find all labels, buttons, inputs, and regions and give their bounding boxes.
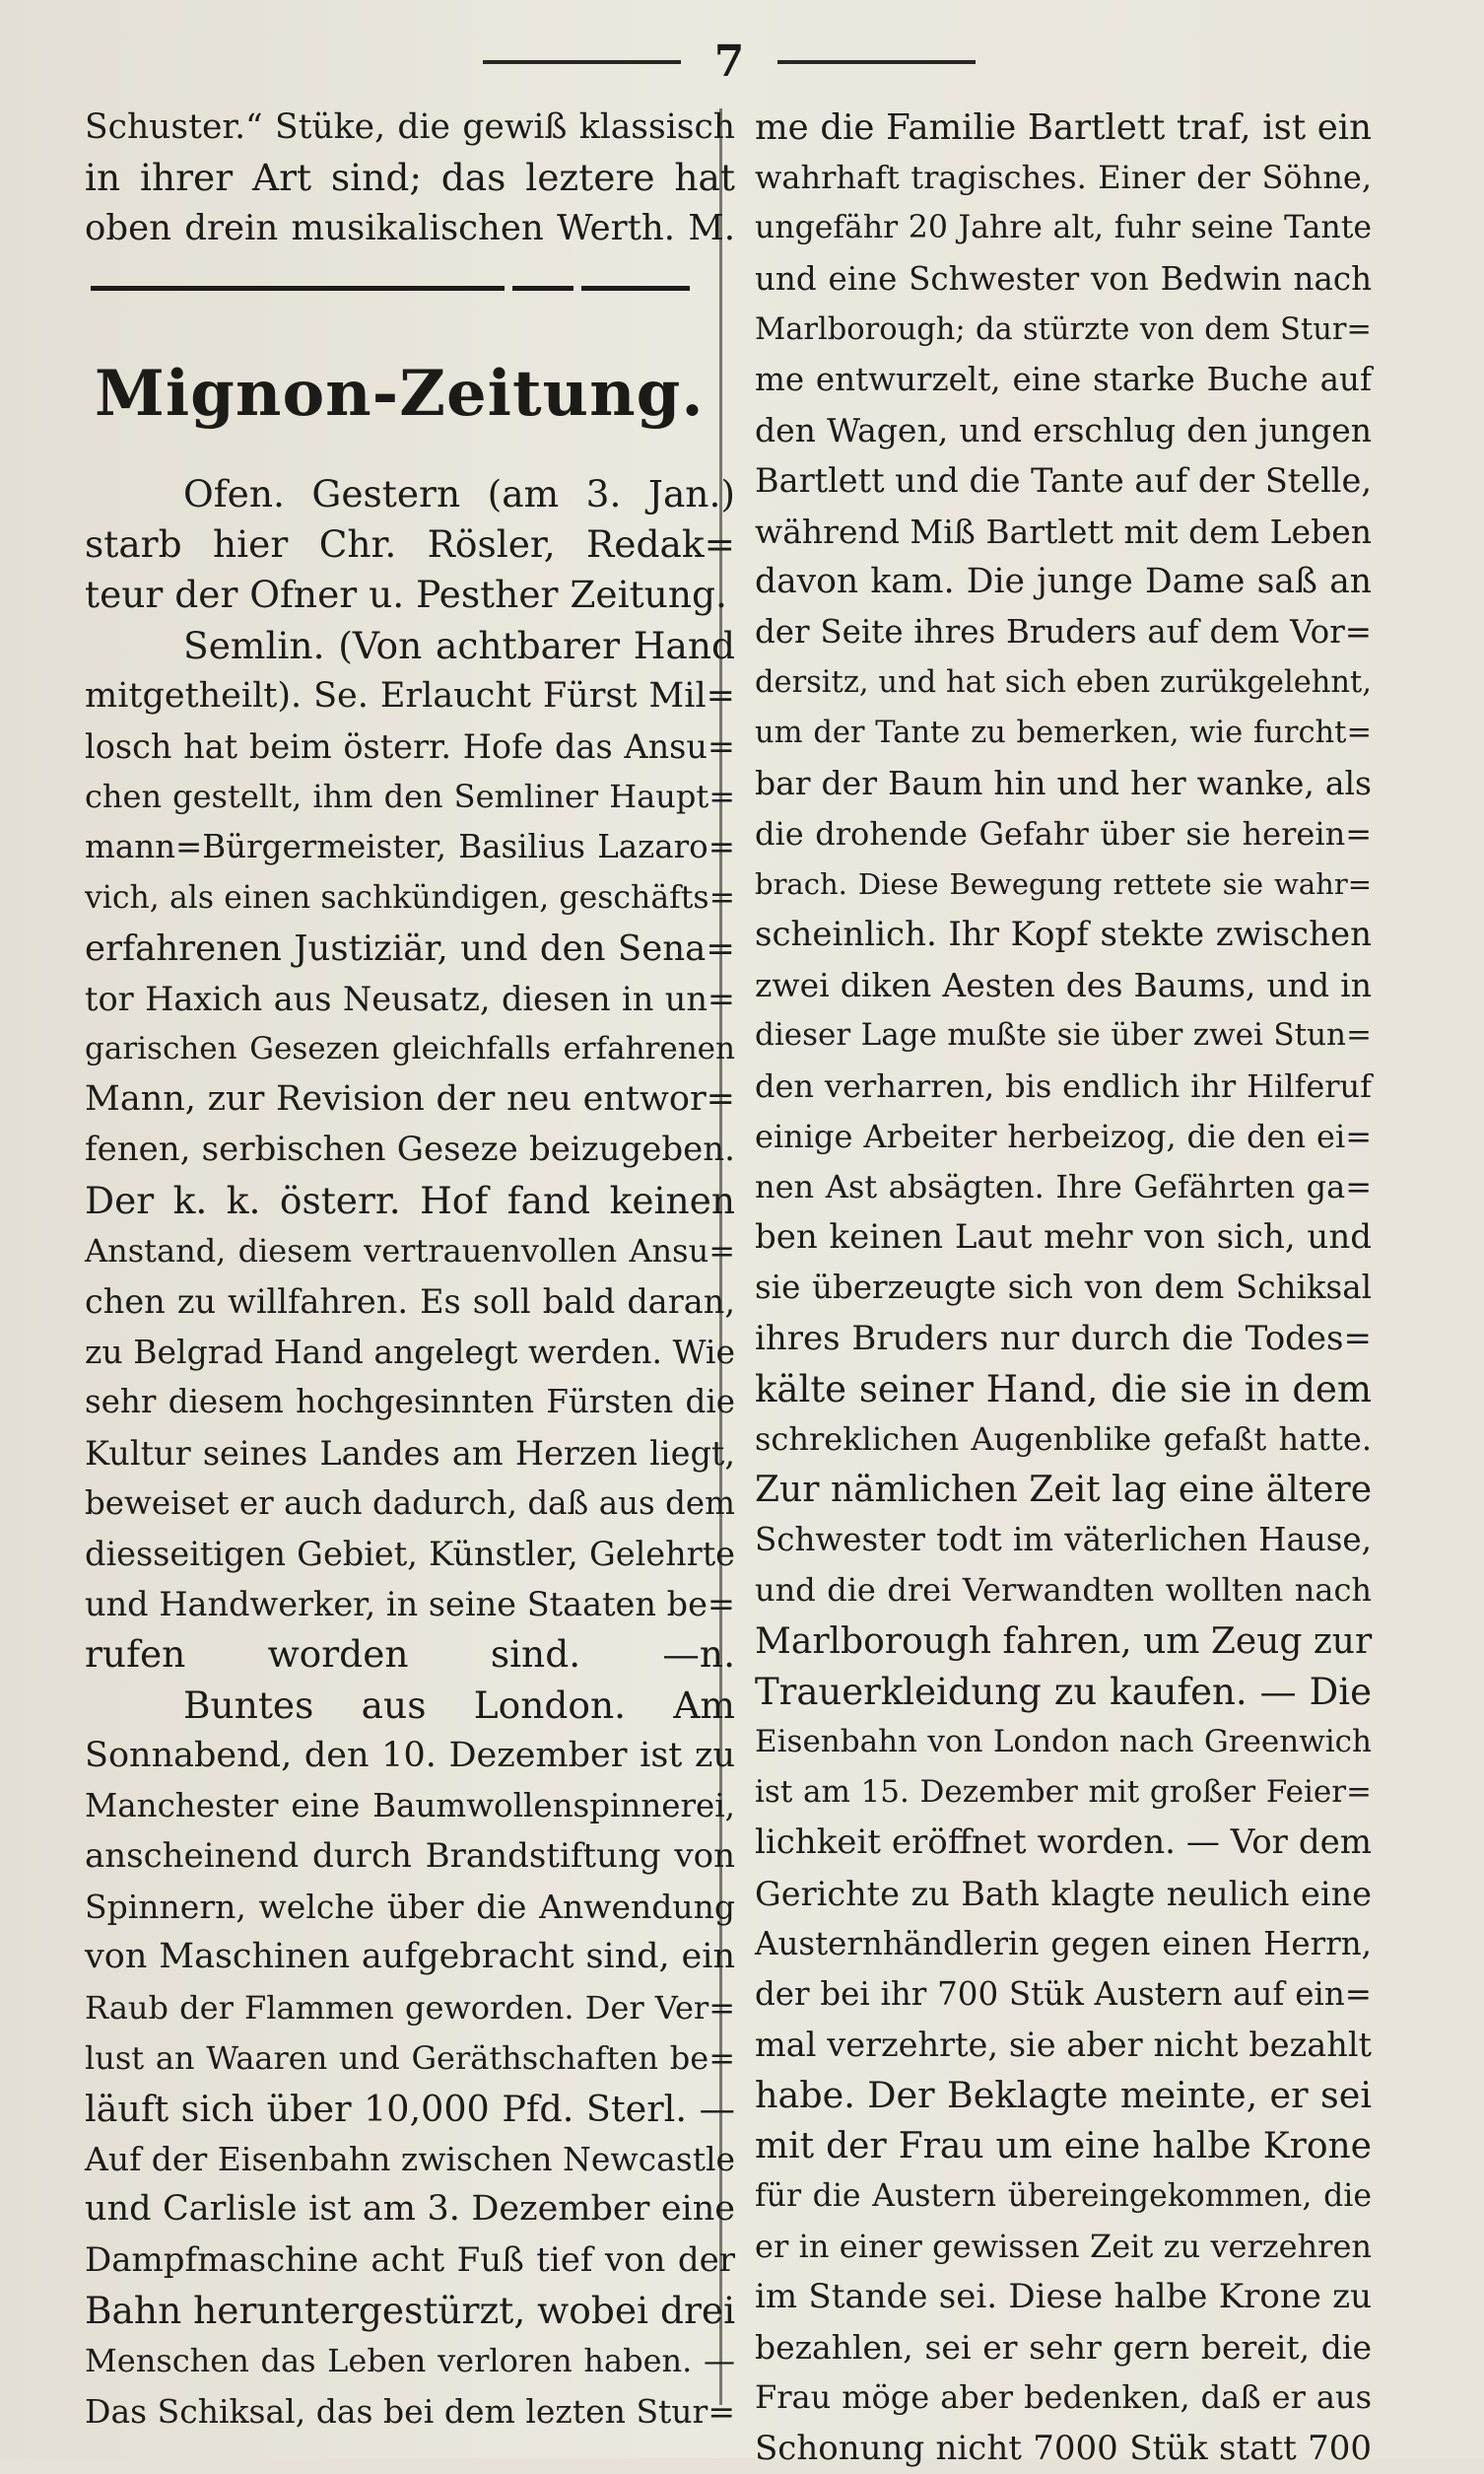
text-line: zwei diken Aesten des Baums, und in xyxy=(755,966,1372,1005)
text-line: Raub der Flammen geworden. Der Ver= xyxy=(85,1988,735,2027)
text-line: Dampfmaschine acht Fuß tief von der xyxy=(85,2239,735,2280)
text-line: sehr diesem hochgesinnten Fürsten die xyxy=(85,1383,735,1421)
text-line: schreklichen Augenblike gefaßt hatte. xyxy=(755,1419,1372,1458)
page-number: 7 xyxy=(713,36,745,87)
text-line: oben drein musikalischen Werth. M. xyxy=(85,208,735,249)
text-line: scheinlich. Ihr Kopf stekte zwischen xyxy=(755,915,1372,954)
text-line: Ofen. Gestern (am 3. Jan.) xyxy=(183,472,735,515)
text-line: in ihrer Art sind; das leztere hat xyxy=(85,156,735,200)
text-line: kälte seiner Hand, die sie in dem xyxy=(755,1367,1372,1410)
text-line: Marlborough fahren, um Zeug zur xyxy=(755,1620,1373,1662)
text-line: die drohende Gefahr über sie herein= xyxy=(755,814,1372,853)
text-line: anscheinend durch Brandstiftung von xyxy=(85,1836,735,1877)
text-line: ist am 15. Dezember mit großer Feier= xyxy=(755,1774,1372,1811)
text-line: Austernhändlerin gegen einen Herrn, xyxy=(755,1924,1372,1962)
text-line: bar der Baum hin und her wanke, als xyxy=(755,764,1372,803)
text-line: um der Tante zu bemerken, wie furcht= xyxy=(755,716,1372,751)
text-line: mann=Bürgermeister, Basilius Lazaro= xyxy=(85,828,735,866)
text-line: mitgetheilt). Se. Erlaucht Fürst Mil= xyxy=(85,675,735,716)
text-line: Schwester todt im väterlichen Hause, xyxy=(755,1521,1372,1559)
text-line: sie überzeugte sich von dem Schiksal xyxy=(755,1269,1372,1307)
text-line: Schonung nicht 7000 Stük statt 700 xyxy=(755,2428,1372,2468)
text-line: ben keinen Laut mehr von sich, und xyxy=(755,1217,1372,1258)
section-divider xyxy=(91,286,692,292)
text-line: davon kam. Die junge Dame saß an xyxy=(755,561,1372,601)
text-line: Anstand, diesem vertrauenvollen Ansu= xyxy=(85,1231,735,1270)
text-line: und Carlisle ist am 3. Dezember eine xyxy=(85,2189,735,2230)
text-line: vich, als einen sachkündigen, geschäfts= xyxy=(85,879,735,916)
text-line: Menschen das Leben verloren haben. — xyxy=(85,2341,735,2379)
text-line: und eine Schwester von Bedwin nach xyxy=(755,259,1372,298)
text-line: chen gestellt, ihm den Semliner Haupt= xyxy=(85,778,735,816)
text-line: starb hier Chr. Rösler, Redak= xyxy=(85,522,735,567)
text-line: Zur nämlichen Zeit lag eine ältere xyxy=(755,1470,1372,1511)
text-line: im Stande sei. Diese halbe Krone zu xyxy=(755,2277,1372,2317)
text-line: Mann, zur Revision der neu entwor= xyxy=(85,1079,735,1120)
text-line: einige Arbeiter herbeizog, die den ei= xyxy=(755,1117,1372,1155)
text-line: Bartlett und die Tante auf der Stelle, xyxy=(755,461,1372,501)
text-line: chen zu willfahren. Es soll bald daran, xyxy=(85,1282,735,1321)
text-line: diesseitigen Gebiet, Künstler, Gelehrte xyxy=(85,1534,735,1573)
text-line: Gerichte zu Bath klagte neulich eine xyxy=(755,1874,1372,1913)
text-line: Bahn heruntergestürzt, wobei drei xyxy=(85,2288,736,2332)
text-line: Der k. k. österr. Hof fand keinen xyxy=(85,1178,735,1222)
text-line: teur der Ofner u. Pesther Zeitung. xyxy=(85,573,727,617)
text-line: der Seite ihres Bruders auf dem Vor= xyxy=(755,612,1372,651)
text-line: Trauerkleidung zu kaufen. — Die xyxy=(755,1670,1372,1713)
text-line: beweiset er auch dadurch, daß aus dem xyxy=(85,1483,735,1522)
text-line: rufen worden sind. —n. xyxy=(85,1632,735,1677)
text-line: ungefähr 20 Jahre alt, fuhr seine Tante xyxy=(755,210,1372,246)
text-line: erfahrenen Justiziär, und den Sena= xyxy=(85,928,735,969)
text-line: Frau möge aber bedenken, daß er aus xyxy=(755,2378,1372,2417)
text-line: für die Austern übereingekommen, die xyxy=(755,2177,1372,2214)
text-line: und die drei Verwandten wollten nach xyxy=(755,1571,1372,1610)
text-line: Das Schiksal, das bei dem lezten Stur= xyxy=(85,2392,735,2432)
text-line: während Miß Bartlett mit dem Leben xyxy=(755,512,1372,551)
text-line: Sonnabend, den 10. Dezember ist zu xyxy=(85,1735,735,1775)
text-line: lust an Waaren und Geräthschaften be= xyxy=(85,2038,735,2077)
text-line: wahrhaft tragisches. Einer der Söhne, xyxy=(755,159,1372,197)
section-title: Mignon-Zeitung. xyxy=(95,357,705,431)
text-line: bezahlen, sei er sehr gern bereit, die xyxy=(755,2328,1372,2368)
text-line: Eisenbahn von London nach Greenwich xyxy=(755,1724,1372,1759)
text-line: habe. Der Beklagte meinte, er sei xyxy=(755,2074,1372,2117)
text-line: der bei ihr 700 Stük Austern auf ein= xyxy=(755,1974,1372,2013)
text-line: mal verzehrte, sie aber nicht bezahlt xyxy=(755,2026,1372,2065)
text-line: mit der Frau um eine halbe Krone xyxy=(755,2125,1372,2166)
right-column xyxy=(755,103,1372,2474)
text-line: läuft sich über 10,000 Pfd. Sterl. — xyxy=(85,2088,735,2130)
text-line: Manchester eine Baumwollenspinnerei, xyxy=(85,1786,735,1824)
text-line: brach. Diese Bewegung rettete sie wahr= xyxy=(755,866,1372,901)
text-line: den verharren, bis endlich ihr Hilferuf xyxy=(755,1066,1372,1105)
text-line: den Wagen, und erschlug den jungen xyxy=(755,411,1372,450)
text-line: fenen, serbischen Geseze beizugeben. xyxy=(85,1130,735,1170)
text-line: tor Haxich aus Neusatz, diesen in un= xyxy=(85,979,735,1018)
text-line: er in einer gewissen Zeit zu verzehren xyxy=(755,2227,1372,2265)
text-line: dersitz, und hat sich eben zurükgelehnt, xyxy=(755,665,1372,701)
text-line: zu Belgrad Hand angelegt werden. Wie xyxy=(85,1333,735,1372)
left-column-top xyxy=(85,103,735,254)
text-line: dieser Lage mußte sie über zwei Stun= xyxy=(755,1017,1372,1054)
text-line: Kultur seines Landes am Herzen liegt, xyxy=(85,1433,735,1473)
text-line: me entwurzelt, eine starke Buche auf xyxy=(755,360,1372,398)
header-rule-left xyxy=(483,60,681,64)
text-line: Spinnern, welche über die Anwendung xyxy=(85,1888,735,1927)
text-line: losch hat beim österr. Hofe das Ansu= xyxy=(85,726,735,766)
text-line: lichkeit eröffnet worden. — Vor dem xyxy=(755,1822,1372,1863)
text-line: und Handwerker, in seine Staaten be= xyxy=(85,1585,735,1624)
text-line: von Maschinen aufgebracht sind, ein xyxy=(85,1937,735,1977)
text-line: Semlin. (Von achtbarer Hand xyxy=(183,623,735,667)
left-column-body xyxy=(85,469,735,2437)
text-line: Buntes aus London. Am xyxy=(183,1683,735,1727)
text-line: nen Ast absägten. Ihre Gefährten ga= xyxy=(755,1167,1372,1205)
text-line: Auf der Eisenbahn zwischen Newcastle xyxy=(85,2140,736,2179)
text-line: ihres Bruders nur durch die Todes= xyxy=(755,1318,1372,1358)
text-line: garischen Gesezen gleichfalls erfahrenen xyxy=(85,1031,735,1067)
header-rule-right xyxy=(777,60,976,64)
text-line: me die Familie Bartlett traf, ist ein xyxy=(755,107,1372,148)
text-line: Marlborough; da stürzte von dem Stur= xyxy=(755,311,1372,347)
text-line: Schuster.“ Stüke, die gewiß klassisch xyxy=(85,107,735,147)
page-header xyxy=(483,37,976,87)
